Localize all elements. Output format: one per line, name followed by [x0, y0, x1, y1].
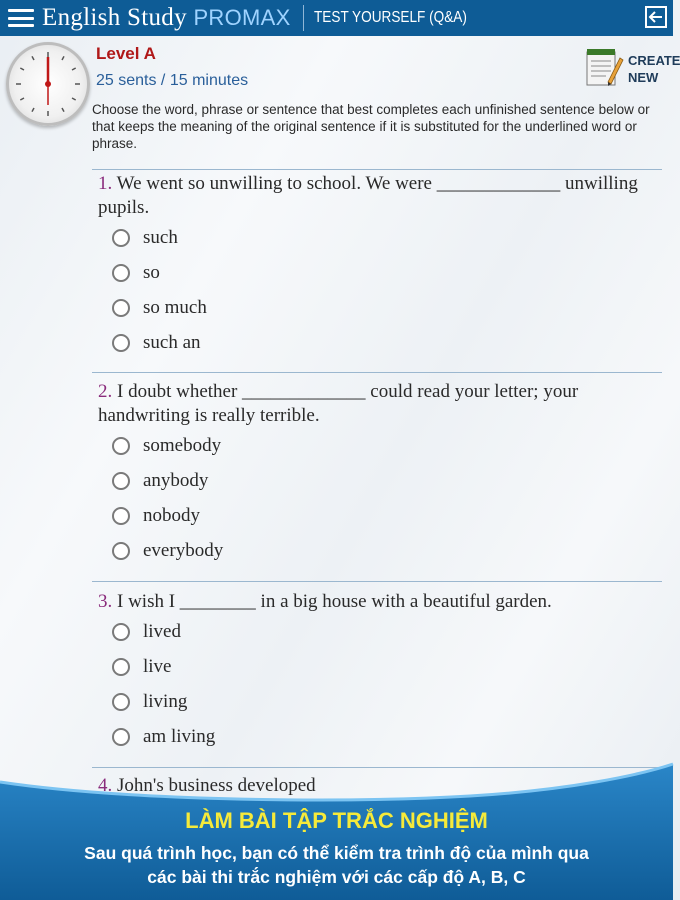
option-label: am living: [143, 725, 216, 747]
exit-icon[interactable]: [645, 6, 667, 28]
section-title: TEST YOURSELF (Q&A): [313, 9, 467, 26]
option-label: so: [143, 261, 160, 283]
option[interactable]: [98, 290, 658, 325]
banner-title: LÀM BÀI TẬP TRẮC NGHIỆM: [185, 808, 488, 833]
question-text: [98, 172, 658, 220]
radio-button[interactable]: [112, 507, 130, 525]
option[interactable]: [98, 614, 658, 649]
radio-button[interactable]: [112, 693, 130, 711]
option[interactable]: [98, 649, 658, 684]
option[interactable]: [98, 719, 658, 754]
option-label: such an: [143, 331, 201, 353]
option[interactable]: [98, 220, 658, 255]
option[interactable]: [98, 533, 658, 568]
option-label: anybody: [143, 469, 209, 491]
question-body: I wish I ________ in a big house with a beautiful garden.: [117, 591, 552, 612]
radio-button[interactable]: [112, 229, 130, 247]
create-new-label-2: NEW: [628, 70, 659, 85]
question-3: [98, 590, 658, 754]
question-number: 3.: [98, 591, 113, 612]
create-new-label-1: CREATE: [628, 53, 680, 68]
instructions: Choose the word, phrase or sentence that best completes each unfinished sentence below or that keeps the meaning of the original sentence if it is substituted for the underlined word or phrase.: [92, 102, 650, 151]
notepad-pencil-icon: [584, 46, 624, 88]
app-title: [42, 4, 291, 32]
option-label: somebody: [143, 434, 222, 456]
divider: [92, 372, 662, 373]
option-label: lived: [143, 620, 181, 642]
create-new-button[interactable]: [584, 46, 680, 90]
question-text: [98, 380, 658, 428]
question-body: John's business developed: [117, 775, 316, 796]
question-body: I doubt whether _____________ could read your letter; your handwriting is really terrible.: [98, 381, 579, 426]
app-title-pro: PROMAX: [193, 5, 291, 30]
option[interactable]: [98, 325, 658, 360]
title-divider: [303, 5, 304, 31]
option-label: so much: [143, 296, 207, 318]
banner-line-1: Sau quá trình học, bạn có thể kiểm tra trình độ của mình qua: [84, 843, 589, 863]
divider: [92, 581, 662, 582]
question-2: [98, 380, 658, 568]
radio-button[interactable]: [112, 542, 130, 560]
radio-button[interactable]: [112, 334, 130, 352]
app-title-main: English Study: [42, 4, 194, 31]
radio-button[interactable]: [112, 437, 130, 455]
radio-button[interactable]: [112, 472, 130, 490]
option[interactable]: [98, 255, 658, 290]
divider: [92, 767, 662, 768]
question-number: 4.: [98, 775, 113, 796]
option-label: everybody: [143, 539, 224, 561]
level-label: Level A: [96, 44, 156, 63]
clock-icon: [6, 42, 90, 126]
question-1: [98, 172, 658, 360]
test-meta: 25 sents / 15 minutes: [96, 72, 249, 89]
top-bar: [0, 0, 673, 36]
radio-button[interactable]: [112, 658, 130, 676]
option-label: such: [143, 226, 178, 248]
option[interactable]: [98, 428, 658, 463]
question-number: 1.: [98, 173, 113, 194]
question-body: We went so unwilling to school. We were _____________ unwilling pupils.: [98, 173, 638, 218]
radio-button[interactable]: [112, 264, 130, 282]
divider: [92, 169, 662, 170]
banner-line-2: các bài thi trắc nghiệm với các cấp độ A, B, C: [147, 867, 526, 887]
radio-button[interactable]: [112, 728, 130, 746]
option[interactable]: [98, 463, 658, 498]
option-label: living: [143, 690, 188, 712]
option-label: live: [143, 655, 172, 677]
option-label: nobody: [143, 504, 200, 526]
option[interactable]: [98, 498, 658, 533]
radio-button[interactable]: [112, 623, 130, 641]
menu-icon[interactable]: [8, 9, 34, 27]
question-number: 2.: [98, 381, 113, 402]
question-text: [98, 590, 658, 614]
option[interactable]: [98, 684, 658, 719]
radio-button[interactable]: [112, 299, 130, 317]
